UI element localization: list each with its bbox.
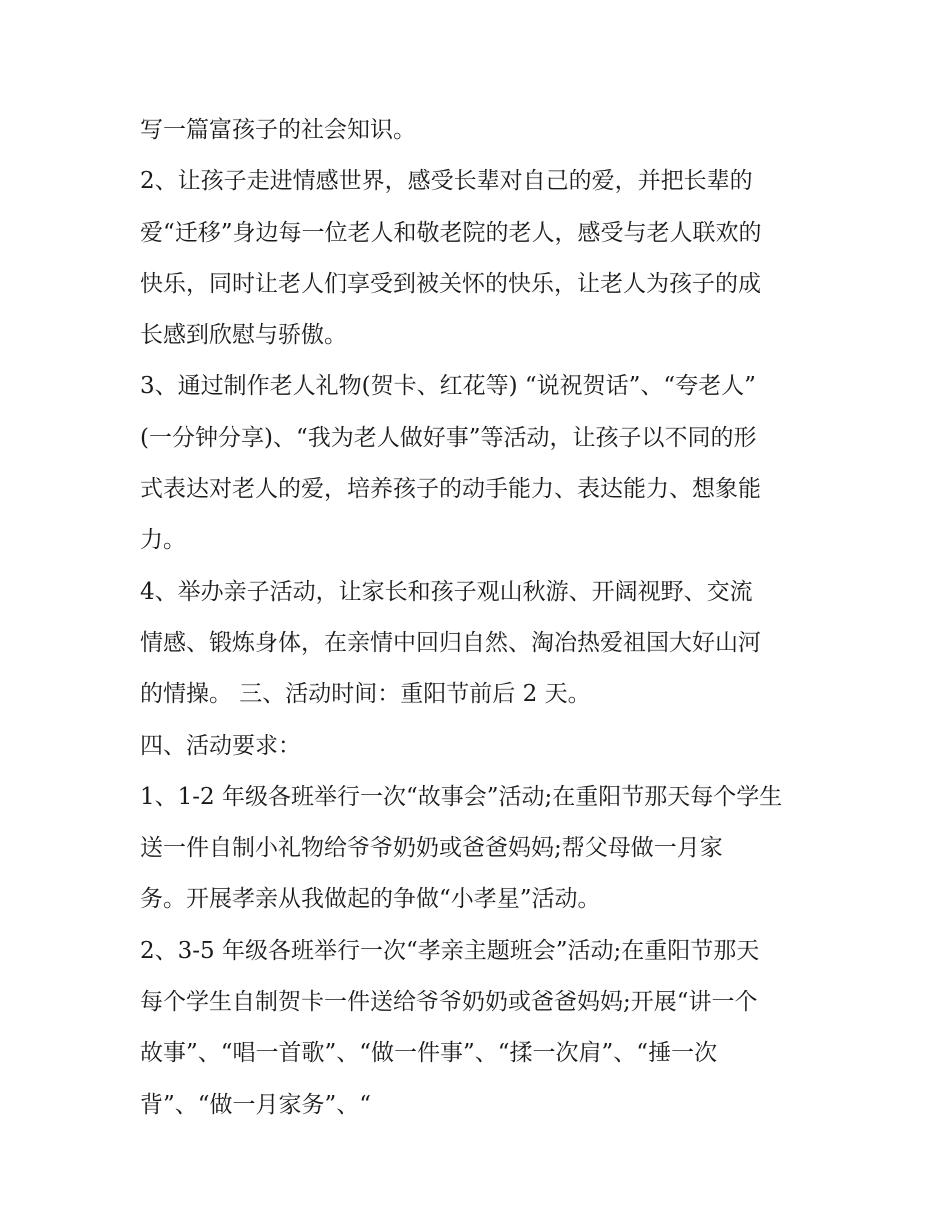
text-line: (一分钟分享)、“我为老人做好事”等活动，让孩子以不同的形 [140, 424, 757, 451]
document-body [140, 105, 820, 1131]
text-line: 力。 [140, 527, 186, 554]
text-line: 的情操。 三、活动时间：重阳节前后 2 天。 [140, 681, 591, 708]
text-line: 写一篇富孩子的社会知识。 [140, 117, 416, 143]
text-line: 情感、锻炼身体，在亲情中回归自然、淘冶热爱祖国大好山河 [140, 629, 761, 656]
text-line: 送一件自制小礼物给爷爷奶奶或爸爸妈妈;帮父母做一月家 [140, 835, 723, 862]
text-line: 长感到欣慰与骄傲。 [140, 322, 347, 349]
text-line: 3、通过制作老人礼物(贺卡、红花等) “说祝贺话”、“夸老人” [140, 373, 756, 400]
text-line: 2、让孩子走进情感世界，感受长辈对自己的爱，并把长辈的 [140, 168, 753, 195]
text-line: 式表达对老人的爱，培养孩子的动手能力、表达能力、想象能 [140, 476, 761, 503]
text-line: 爱“迁移”身边每一位老人和敬老院的老人，感受与老人联欢的 [140, 219, 762, 246]
text-line: 4、举办亲子活动，让家长和孩子观山秋游、开阔视野、交流 [140, 578, 753, 605]
text-line: 务。开展孝亲从我做起的争做“小孝星”活动。 [140, 886, 601, 913]
text-line: 2、3-5 年级各班举行一次“孝亲主题班会”活动;在重阳节那天 [140, 937, 760, 964]
text-line: 快乐，同时让老人们享受到被关怀的快乐，让老人为孩子的成 [140, 270, 761, 297]
text-line: 1、1-2 年级各班举行一次“故事会”活动;在重阳节那天每个学生 [140, 783, 783, 810]
text-line: 背”、“做一月家务”、“ [140, 1091, 372, 1118]
text-line: 故事”、“唱一首歌”、“做一件事”、“揉一次肩”、“捶一次 [140, 1040, 718, 1067]
text-line: 每个学生自制贺卡一件送给爷爷奶奶或爸爸妈妈;开展“讲一个 [140, 989, 758, 1016]
text-line: 四、活动要求： [140, 732, 301, 759]
